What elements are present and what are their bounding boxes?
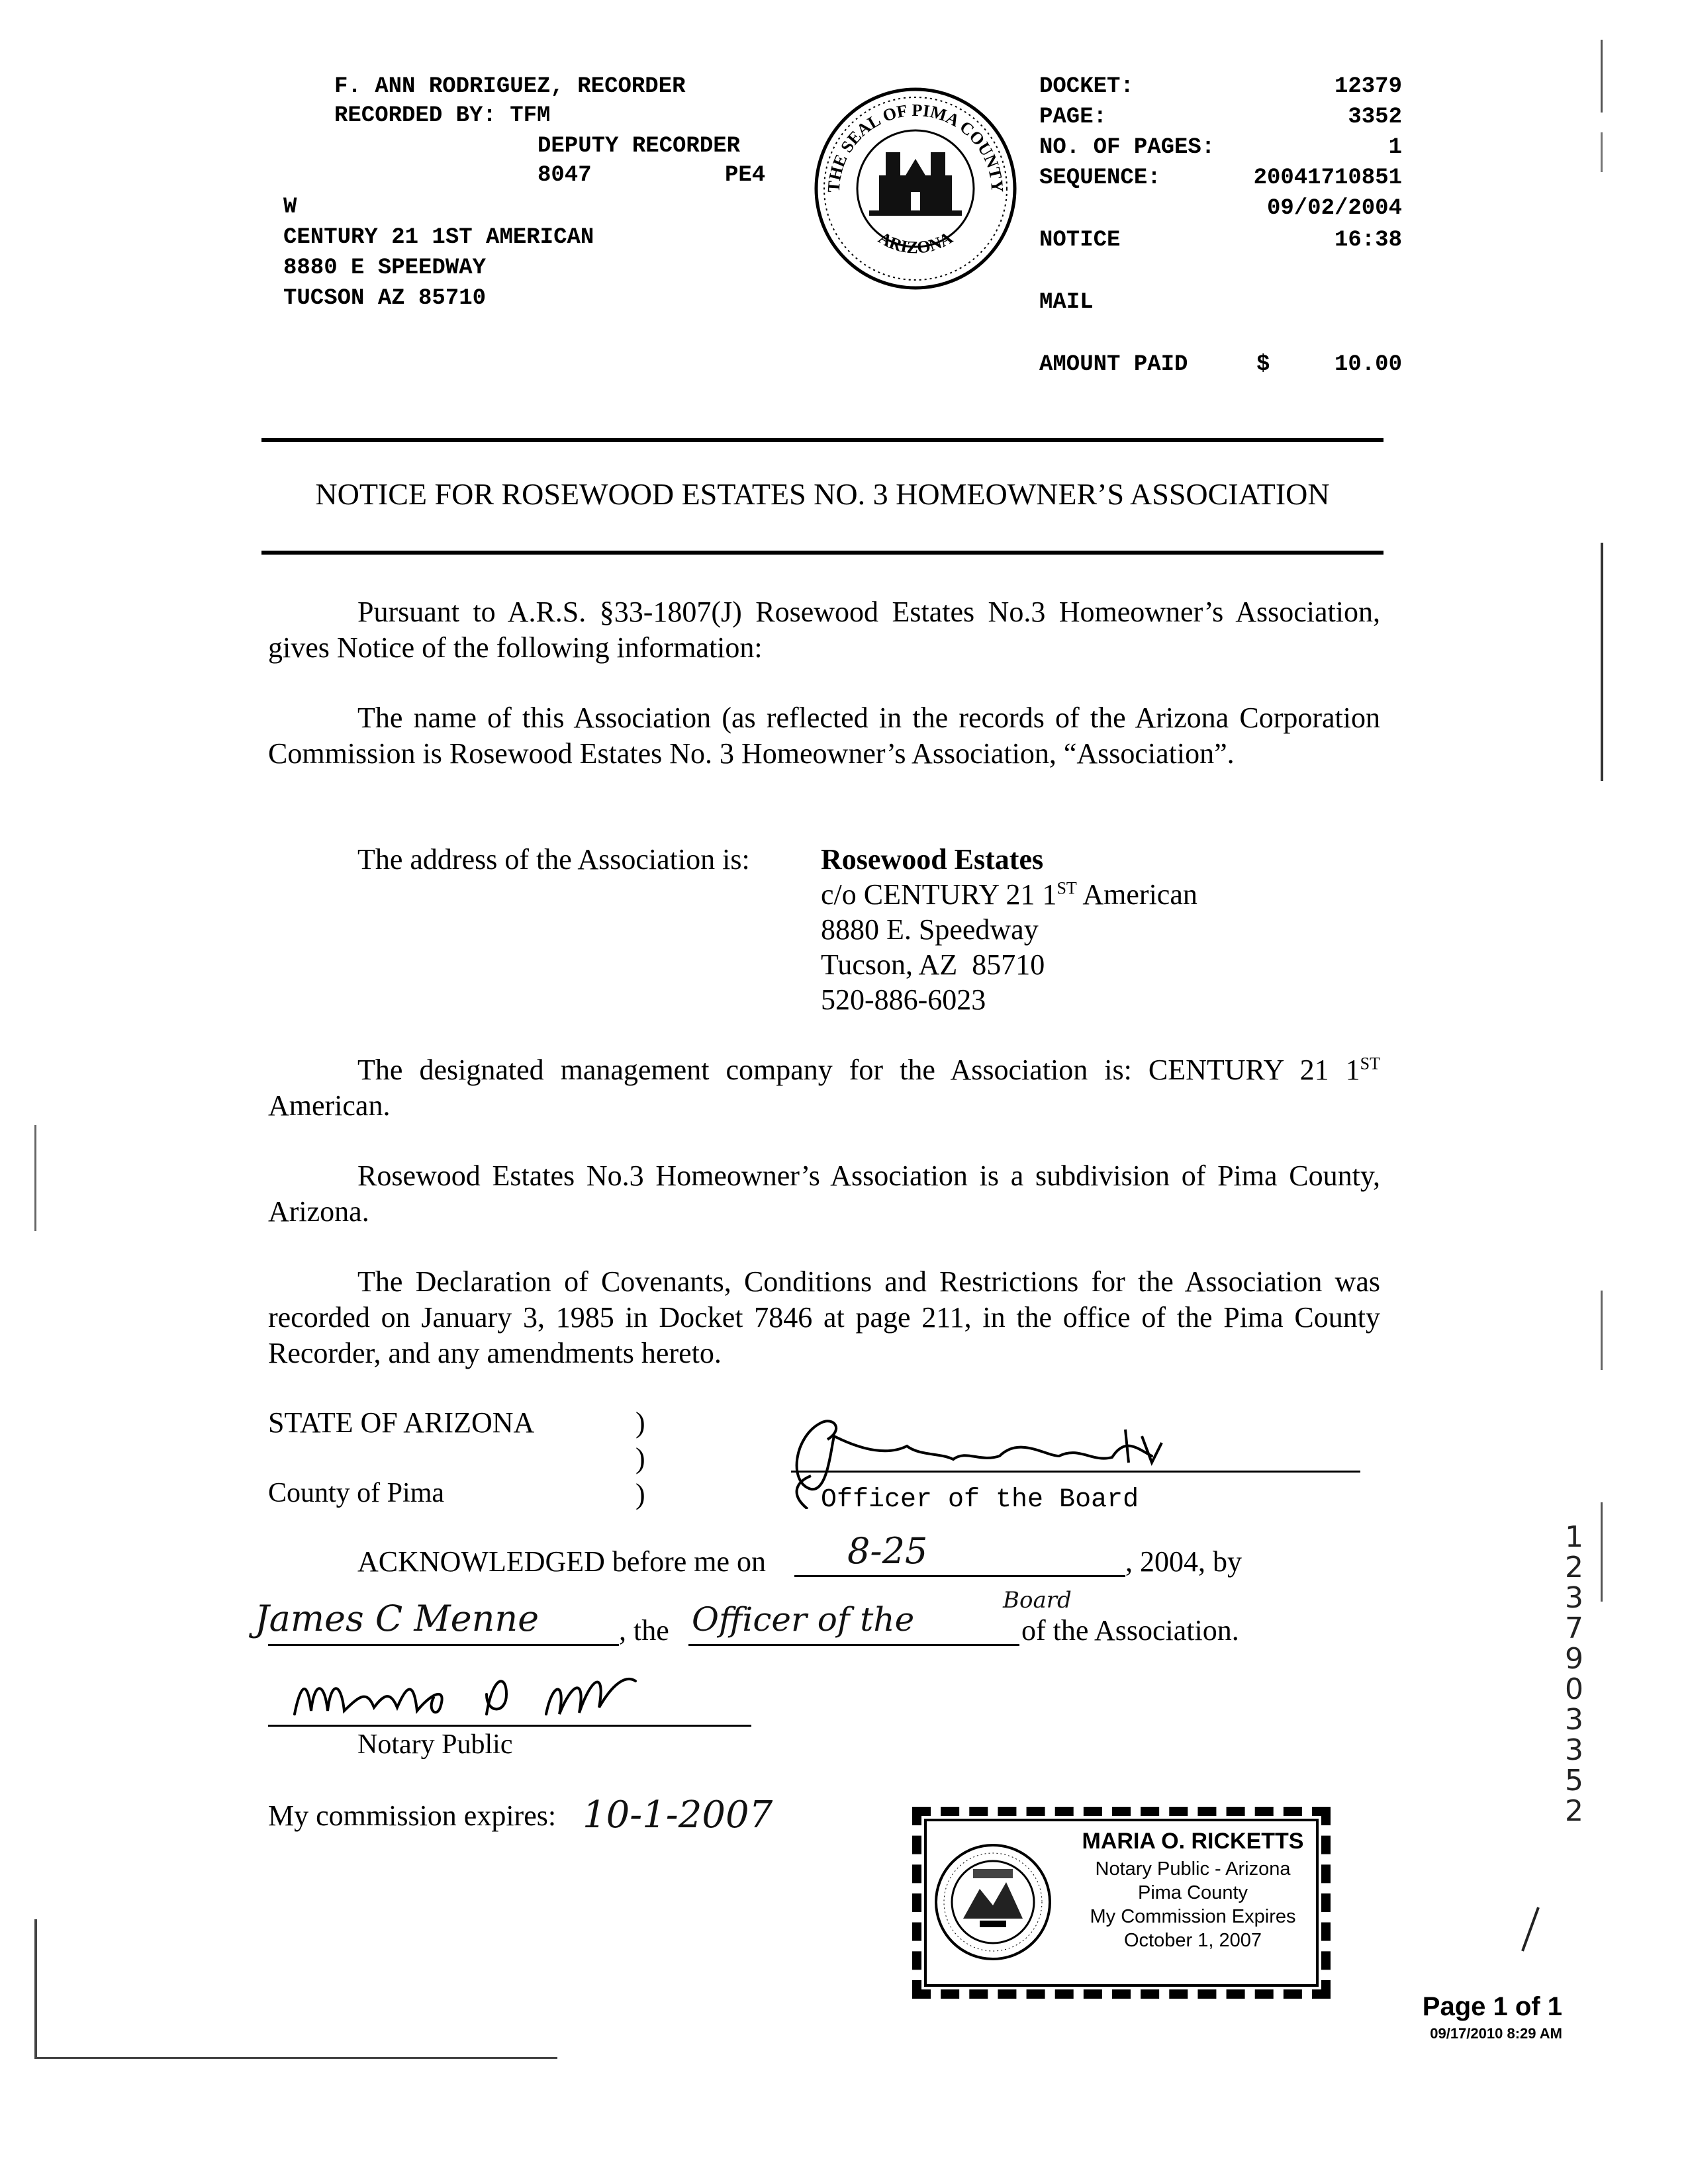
- address-care-of: [821, 877, 1197, 913]
- recorded-by: RECORDED BY: TFM: [334, 103, 551, 128]
- mail-label: MAIL: [1039, 290, 1094, 315]
- paragraph-subdivision: Rosewood Estates No.3 Homeowner’s Association is a subdivision of Pima County, Arizona.: [268, 1160, 1380, 1228]
- margin-docket-page-number: 12379 03352: [1565, 1520, 1583, 1828]
- deputy-number: 8047: [538, 163, 592, 188]
- deputy-recorder: DEPUTY RECORDER: [538, 134, 741, 159]
- scan-mark: [34, 1125, 36, 1231]
- address-name: Rosewood Estates: [821, 843, 1044, 876]
- commission-label: My commission expires:: [268, 1799, 557, 1832]
- mission-building-icon: [869, 152, 962, 216]
- address-care-of-sup: ST: [1056, 878, 1077, 898]
- address-care-of-text: c/o CENTURY 21 1: [821, 878, 1057, 911]
- pages-label: NO. OF PAGES:: [1039, 135, 1215, 160]
- management-text: The designated management company for the Association is: CENTURY 21 1: [357, 1054, 1360, 1086]
- notary-label: Notary Public: [357, 1729, 513, 1760]
- sequence-label: SEQUENCE:: [1039, 165, 1161, 191]
- role-line: [688, 1644, 1019, 1646]
- notary-signature: [268, 1655, 639, 1727]
- notary-signature-line: [268, 1725, 751, 1727]
- paren-2: ): [635, 1442, 645, 1475]
- scan-mark: [34, 2057, 557, 2059]
- acknowledged-year: , 2004, by: [1125, 1545, 1242, 1578]
- docket-value: 12379: [1334, 74, 1402, 99]
- county-label: County of Pima: [268, 1478, 445, 1508]
- acknowledged-date-line: [794, 1575, 1125, 1577]
- scan-mark: [1601, 132, 1603, 172]
- scan-mark: [1521, 1907, 1540, 1951]
- management-suffix: American.: [268, 1089, 391, 1122]
- address-street: 8880 E. Speedway: [821, 913, 1039, 946]
- page-value: 3352: [1348, 105, 1402, 130]
- address-phone: 520-886-6023: [821, 983, 986, 1016]
- paragraph-association-name: The name of this Association (as reflected in the records of the Arizona Corporation Commission is Rosewood Estates No. 3 Homeowner’s Association, “Association”.: [268, 702, 1380, 770]
- title-rule-top: [261, 438, 1383, 442]
- address-care-of-suffix: American: [1076, 878, 1197, 911]
- amount-value: 10.00: [1334, 352, 1402, 377]
- the-label: , the: [619, 1614, 669, 1647]
- seal-bottom-text: ARIZONA: [875, 228, 956, 257]
- scan-mark: [1601, 40, 1603, 113]
- paren-3: ): [635, 1478, 645, 1510]
- stamp-line-1: Notary Public - Arizona: [1095, 1858, 1291, 1880]
- page-label: PAGE:: [1039, 105, 1107, 130]
- title-rule-bottom: [261, 551, 1383, 555]
- by-name-line: [268, 1644, 619, 1646]
- seal-top-text: THE SEAL OF PIMA COUNTY: [823, 100, 1008, 193]
- deputy-code: PE4: [725, 163, 766, 188]
- address-label: The address of the Association is:: [357, 843, 750, 876]
- address-city: Tucson, AZ 85710: [821, 948, 1045, 981]
- paren-1: ): [635, 1406, 645, 1439]
- paragraph-declaration: The Declaration of Covenants, Conditions and Restrictions for the Association was recorded on January 3, 1985 in Docket 7846 at page 211, in the office of the Pima County Recorder, and any amendments hereto.: [268, 1265, 1380, 1369]
- stamp-line-4: October 1, 2007: [1124, 1930, 1262, 1951]
- header-w: W: [283, 195, 297, 220]
- state-label: STATE OF ARIZONA: [268, 1406, 535, 1439]
- of-association-label: of the Association.: [1021, 1614, 1239, 1647]
- sequence-value: 20041710851: [1253, 165, 1402, 191]
- amount-currency: $: [1256, 352, 1270, 377]
- scan-mark: [1601, 1291, 1603, 1370]
- scan-mark: [34, 1919, 37, 2058]
- acknowledged-role: Officer of the: [692, 1600, 915, 1639]
- acknowledged-date: 8-25: [847, 1530, 928, 1572]
- stamp-line-3: My Commission Expires: [1090, 1906, 1296, 1927]
- docket-label: DOCKET:: [1039, 74, 1134, 99]
- scan-mark: [1601, 1502, 1603, 1602]
- stamp-name: MARIA O. RICKETTS: [1082, 1829, 1304, 1854]
- document-title: NOTICE FOR ROSEWOOD ESTATES NO. 3 HOMEOWNER’S ASSOCIATION: [315, 477, 1330, 511]
- management-sup: ST: [1360, 1054, 1380, 1073]
- arizona-great-seal-icon: [933, 1843, 1053, 1962]
- acknowledged-label: ACKNOWLEDGED before me on: [357, 1545, 767, 1578]
- return-address-line-1: CENTURY 21 1ST AMERICAN: [283, 225, 594, 250]
- officer-signature-line: [791, 1471, 1360, 1473]
- print-timestamp: 09/17/2010 8:29 AM: [1430, 2025, 1562, 2042]
- scan-mark: [1601, 543, 1603, 781]
- paragraph-management: [268, 1052, 1380, 1124]
- commission-date: 10-1-2007: [583, 1794, 773, 1837]
- acknowledged-role-superscript: Board: [1003, 1587, 1072, 1614]
- recorder-name: F. ANN RODRIGUEZ, RECORDER: [334, 74, 686, 99]
- return-address-line-3: TUCSON AZ 85710: [283, 286, 487, 311]
- return-address-line-2: 8880 E SPEEDWAY: [283, 255, 487, 281]
- recorded-time: 16:38: [1334, 228, 1402, 253]
- paragraph-pursuant: Pursuant to A.R.S. §33-1807(J) Rosewood Estates No.3 Homeowner’s Association, gives Notice of the following information:: [268, 596, 1380, 664]
- page-indicator: Page 1 of 1: [1422, 1992, 1562, 2021]
- stamp-line-2: Pima County: [1137, 1882, 1248, 1903]
- recorded-date: 09/02/2004: [1266, 196, 1402, 221]
- notice-label: NOTICE: [1039, 228, 1121, 253]
- acknowledged-by-name: James C Menne: [255, 1598, 539, 1639]
- notary-stamp: [912, 1807, 1331, 1999]
- officer-label: Officer of the Board: [821, 1485, 1139, 1515]
- amount-label: AMOUNT PAID: [1039, 352, 1188, 377]
- pages-value: 1: [1388, 135, 1402, 160]
- pima-county-seal: [813, 86, 1018, 291]
